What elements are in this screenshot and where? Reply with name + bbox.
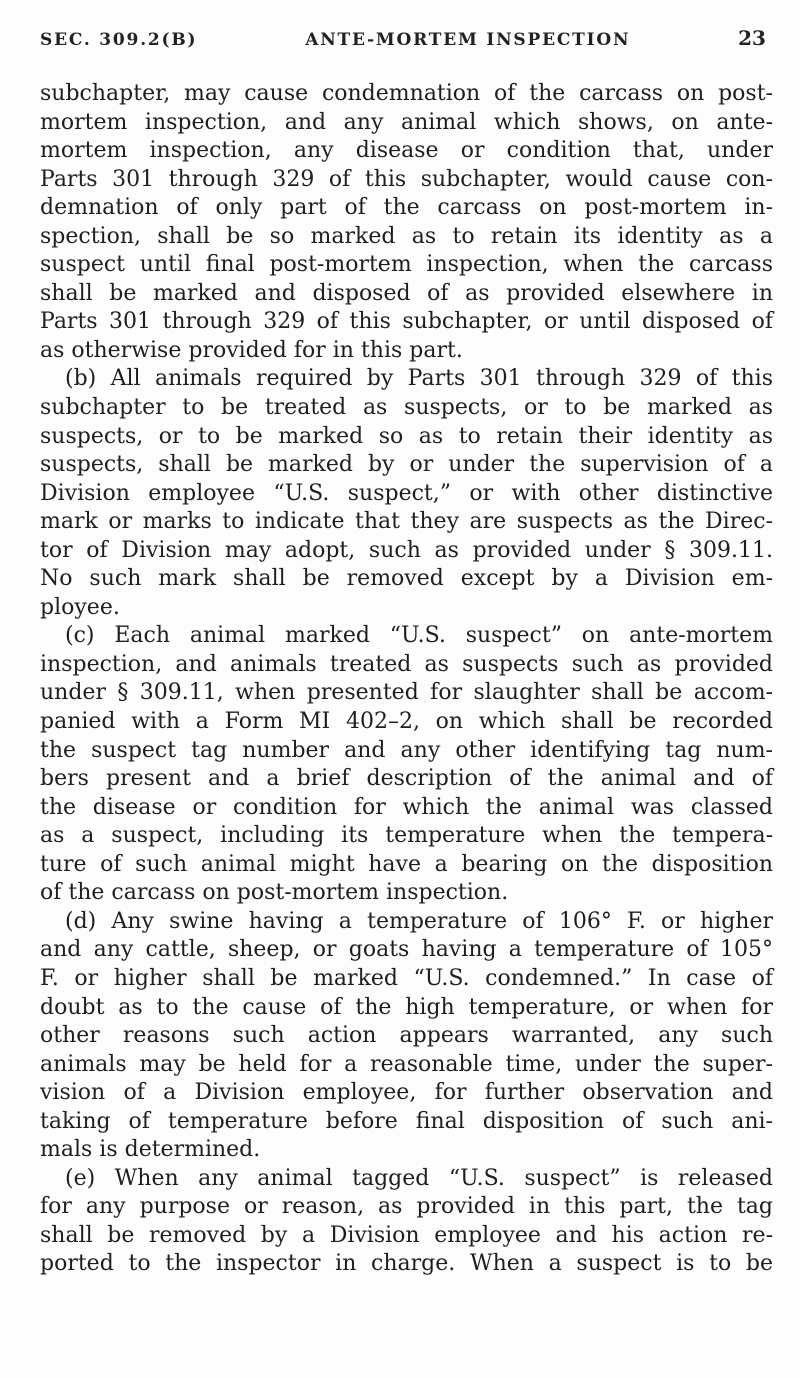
text-line: as a suspect, including its temperature when the tempera- (40, 823, 773, 849)
paragraph-end-line: mals is determined. (40, 1137, 261, 1163)
text-line: Parts 301 through 329 of this subchapter, would cause con- (40, 166, 773, 192)
text-line: suspects, shall be marked by or under the supervision of a (40, 452, 773, 478)
section-reference: SEC. 309.2(B) (40, 30, 198, 50)
text-line: spection, shall be so marked as to retain its identity as a (40, 223, 773, 249)
text-line: F. or higher shall be marked “U.S. condemned.” In case of (40, 965, 773, 991)
text-line: and any cattle, sheep, or goats having a temperature of 105° (40, 937, 773, 963)
paragraph-end-line: as otherwise provided for in this part. (40, 337, 463, 363)
text-line: subchapter, may cause condemnation of the carcass on post- (40, 81, 773, 106)
text-line: other reasons such action appears warranted, any such (40, 1023, 773, 1049)
text-line: ported to the inspector in charge. When a suspect is to be (40, 1251, 773, 1277)
text-line: the disease or condition for which the animal was classed (40, 794, 773, 820)
body-text (40, 80, 773, 1279)
text-line: animals may be held for a reasonable time, under the super- (40, 1051, 773, 1077)
text-line: demnation of only part of the carcass on post-mortem in- (40, 195, 773, 221)
text-line: vision of a Division employee, for further observation and (40, 1080, 773, 1106)
text-line: taking of temperature before final disposition of such ani- (40, 1108, 773, 1134)
text-line: shall be marked and disposed of as provided elsewhere in (40, 280, 773, 306)
text-line: mark or marks to indicate that they are suspects as the Direc- (40, 509, 773, 535)
page-number: 23 (738, 26, 766, 50)
paragraph-b-start: (b) All animals required by Parts 301 through 329 of this (65, 366, 773, 392)
text-line: Parts 301 through 329 of this subchapter, or until disposed of (40, 309, 773, 335)
text-line: subchapter to be treated as suspects, or to be marked as (40, 395, 773, 421)
text-line: Division employee “U.S. suspect,” or with other distinctive (40, 480, 773, 506)
text-line: doubt as to the cause of the high temperature, or when for (40, 994, 773, 1020)
text-line: shall be removed by a Division employee and his action re- (40, 1222, 773, 1248)
paragraph-d-start: (d) Any swine having a temperature of 106° F. or higher (65, 908, 773, 934)
paragraph-e-start: (e) When any animal tagged “U.S. suspect” is released (65, 1165, 773, 1191)
text-line: mortem inspection, any disease or condition that, under (40, 138, 773, 164)
text-line: bers present and a brief description of the animal and of (40, 766, 773, 792)
text-line: panied with a Form MI 402–2, on which shall be recorded (40, 709, 773, 735)
running-title: ANTE-MORTEM INSPECTION (305, 30, 631, 50)
text-line: ture of such animal might have a bearing on the disposition (40, 851, 773, 877)
running-head (40, 26, 766, 56)
text-line: tor of Division may adopt, such as provided under § 309.11. (40, 537, 773, 563)
text-line: inspection, and animals treated as suspects such as provided (40, 651, 773, 677)
paragraph-end-line: of the carcass on post-mortem inspection. (40, 880, 509, 906)
paragraph-end-line: ployee. (40, 594, 120, 620)
text-line: suspects, or to be marked so as to retain their identity as (40, 423, 773, 449)
paragraph-c-start: (c) Each animal marked “U.S. suspect” on ante-mortem (65, 623, 773, 649)
text-line: No such mark shall be removed except by a Division em- (40, 566, 773, 592)
text-line: under § 309.11, when presented for slaughter shall be accom- (40, 680, 773, 706)
text-line: the suspect tag number and any other identifying tag num- (40, 737, 773, 763)
text-line: suspect until final post-mortem inspection, when the carcass (40, 252, 773, 278)
text-line: for any purpose or reason, as provided in this part, the tag (40, 1194, 773, 1220)
text-line: mortem inspection, and any animal which shows, on ante- (40, 109, 773, 135)
